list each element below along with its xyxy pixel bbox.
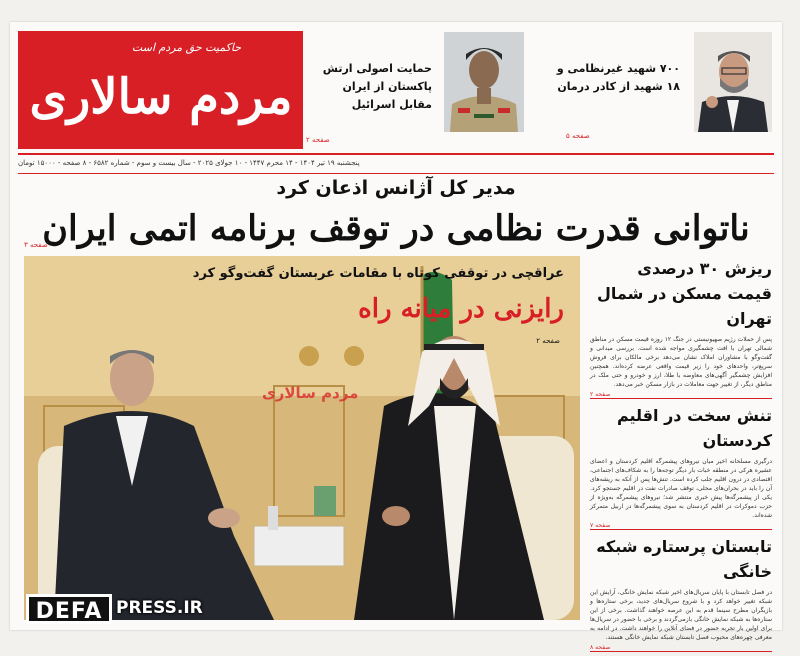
column-article[interactable] (590, 403, 772, 530)
column-article-page: صفحه ۸ (590, 644, 772, 652)
masthead-tagline: حاکمیت حق مردم است (131, 41, 241, 54)
teaser-pakistan[interactable] (306, 32, 538, 144)
column-article-body: درگیری مسلحانه اخیر میان نیروهای پیشمرگه اقلیم کردستان و اعضای عشیره هرکی در منطقه خبات بار دیگر توجه‌ها را به شکاف‌های اجتماعی، اقتصادی در درون اقلیم جلب کرده است. تنش‌ها پس از آنکه به ریشه‌های آن را باید در بحران‌های محلی، توقف صادرات نفت در اقلیم جستجو کرد. یکی از پیشمرگه‌ها پیش خبری منتشر شد؛ نیروهای پیشمرگه به‌ویژه از حزب دموکرات در اقلیم کردستان به سوی پیشمرگه‌ها در اربیل متمرکز شده‌اند. (590, 458, 772, 519)
right-column (590, 256, 772, 656)
main-page-ref: صفحه ۳ (24, 241, 48, 249)
photo-page-ref: صفحه ۲ (536, 337, 560, 345)
general-portrait-image (444, 32, 524, 132)
defapress-watermark (10, 592, 210, 628)
teaser-page: صفحه ۵ (566, 132, 590, 140)
column-article-title: تنش سخت در اقلیم کردستان (616, 406, 772, 450)
photo-story[interactable] (24, 256, 580, 620)
column-article-title: تابستان پرستاره شبکه خانگی (596, 537, 772, 581)
watermark-brand: DEFA (26, 594, 112, 624)
column-article-title: ریزش ۳۰ درصدی قیمت مسکن در شمال تهران (596, 259, 772, 328)
column-article[interactable] (590, 256, 772, 399)
column-article-page: صفحه ۲ (590, 391, 772, 399)
teaser-portrait (694, 32, 772, 132)
teaser-casualties[interactable] (546, 32, 772, 140)
watermark-domain: PRESS.IR (116, 598, 203, 618)
masthead-logo (18, 31, 303, 149)
main-headline[interactable]: ناتوانی قدرت نظامی در توقف برنامه اتمی ایران (42, 208, 750, 249)
teaser-portrait (444, 32, 524, 132)
minister-portrait-image (694, 32, 772, 132)
column-article[interactable] (590, 534, 772, 652)
column-article-body: پس از حملات رژیم صهیونیستی در جنگ ۱۲ روزه قیمت مسکن در مناطق شمالی تهران با افت چشمگیری مواجه شده است. بررسی میدانی و گفت‌وگو با مشاوران املاک نشان می‌دهد برخی مالکان برای فروش سریع‌تر، واحدهای خود را زیر قیمت واقعی عرضه کرده‌اند. همچنین افزایش چشمگیر آگهی‌های معاوضه با طلا، ارز و خودرو و حتی ملک در مناطق دیگر، از تغییر جهت معاملات در بازار مسکن خبر می‌دهد. (590, 336, 772, 388)
teaser-text: ۷۰۰ شهید غیرنظامی و ۱۸ شهید از کادر درمان (556, 62, 680, 93)
photo-title[interactable]: رایزنی در میانه راه (358, 294, 564, 324)
teaser-page: صفحه ۲ (306, 136, 330, 144)
photo-subtitle: عراقچی در توقفی کوتاه با مقامات عربستان گفت‌وگو کرد (192, 266, 564, 281)
teaser-text: حمایت اصولی ارتش پاکستان از ایران مقابل اسرائیل (322, 62, 432, 111)
photo-watermark: مردم سالاری (262, 384, 359, 402)
column-article-body: در فصل تابستان با پایان سریال‌های اخیر شبکه نمایش خانگی، آرایش این شبکه تغییر خواهد کرد و با شروع سریال‌های جدید، برخی ستاره‌ها و بازیگران مطرح سینما قدم به این عرصه خواهند گذاشت. برخی از این ستاره‌ها به شبکه نمایش خانگی بازمی‌گردند و برخی با حضور در سریال‌ها برای اولین بار تجربه حضور در فضای آنلاین را خواهند داشت. در ادامه به معرفی چهره‌های محبوب فصل تابستان شبکه نمایش خانگی هستند. (590, 589, 772, 641)
main-kicker: مدیر کل آژانس اذعان کرد (276, 177, 516, 199)
masthead-title: مردم سالاری (29, 69, 293, 125)
dateline: پنجشنبه ۱۹ تیر ۱۴۰۴ - ۱۴ محرم ۱۴۴۷ - ۱۰ جولای ۲۰۲۵ - سال بیست و سوم - شماره ۶۵۸۲ - ۸ صفحه - ۱۵۰۰۰ تومان (18, 153, 774, 174)
column-article-page: صفحه ۷ (590, 522, 772, 530)
newspaper-front-page (10, 22, 782, 651)
